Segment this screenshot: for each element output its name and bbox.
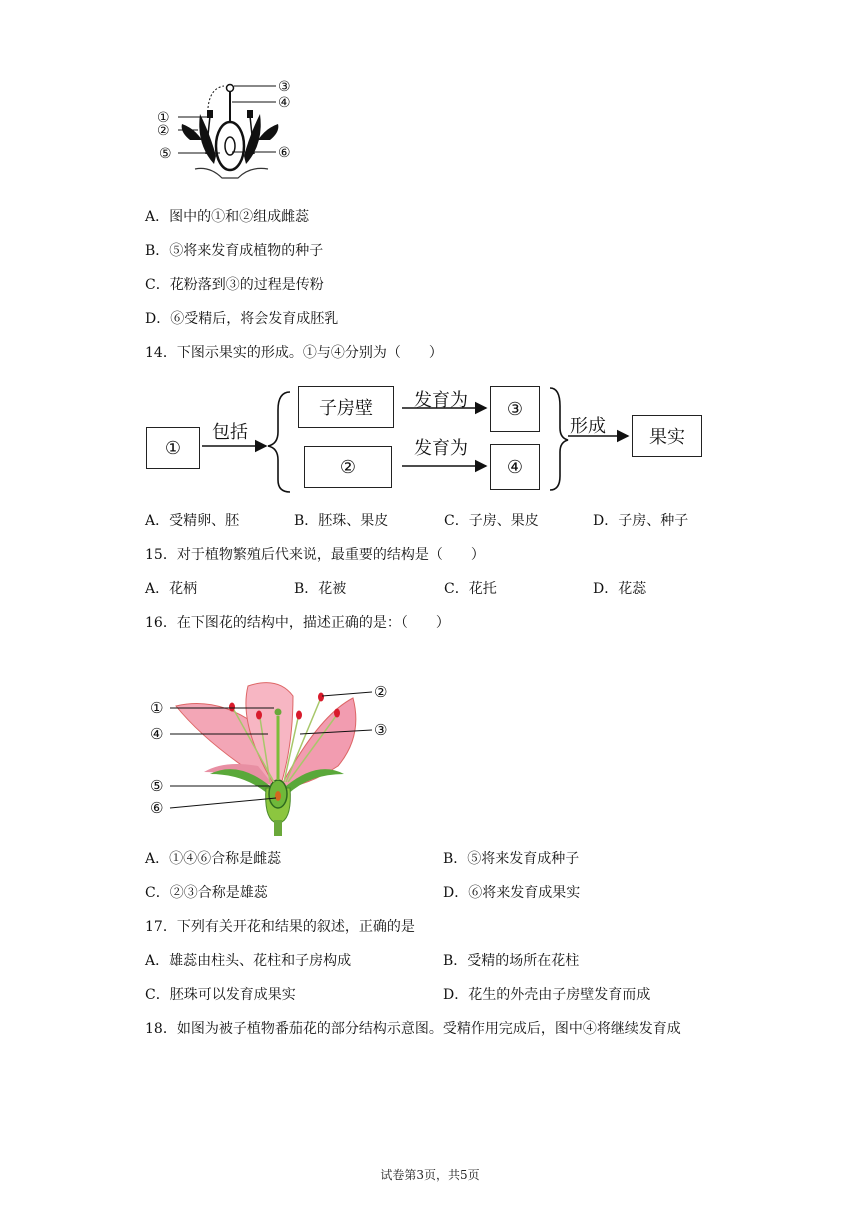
q17-stem: 17．下列有关开花和结果的叙述，正确的是 [145, 919, 415, 935]
q18-stem: 18．如图为被子植物番茄花的部分结构示意图。受精作用完成后，图中④将继续发育成 [145, 1021, 681, 1037]
q15-option-a: A．花柄 [145, 581, 198, 597]
page-footer: 试卷第3页，共5页 [380, 1168, 480, 1182]
figure-label-4: ④ [150, 725, 164, 743]
diagram-box-2: ② [304, 446, 392, 488]
fruit-formation-diagram [140, 380, 720, 498]
figure-label-6: ⑥ [150, 799, 164, 817]
q14-option-d: D．子房、种子 [593, 513, 689, 529]
figure-label-1: ① [157, 110, 170, 126]
develop-label-top: 发育为 [414, 390, 468, 411]
flower-structure-figure-q13 [150, 74, 310, 186]
include-label: 包括 [212, 422, 248, 443]
q13-option-c: C．花粉落到③的过程是传粉 [145, 277, 324, 293]
figure-label-4: ④ [278, 95, 291, 111]
form-label: 形成 [570, 416, 606, 437]
diagram-box-3: ③ [490, 386, 540, 432]
figure-label-2: ② [374, 683, 388, 701]
q16-option-c: C．②③合称是雄蕊 [145, 885, 268, 901]
q13-option-d: D．⑥受精后，将会发育成胚乳 [145, 311, 339, 327]
q15-option-c: C．花托 [444, 581, 497, 597]
q17-option-b: B．受精的场所在花柱 [443, 953, 580, 969]
diagram-box-4: ④ [490, 444, 540, 490]
q14-option-a: A．受精卵、胚 [145, 513, 240, 529]
figure-label-2: ② [157, 123, 170, 139]
figure-label-5: ⑤ [159, 146, 172, 162]
q16-option-a: A．①④⑥合称是雌蕊 [145, 851, 282, 867]
q14-option-c: C．子房、果皮 [444, 513, 539, 529]
q14-stem: 14．下图示果实的形成。①与④分别为（ ） [145, 345, 443, 361]
q15-stem: 15．对于植物繁殖后代来说，最重要的结构是（ ） [145, 547, 485, 563]
figure-label-3: ③ [374, 721, 388, 739]
q13-option-b: B．⑤将来发育成植物的种子 [145, 243, 324, 259]
fruit-box: 果实 [632, 415, 702, 457]
q16-stem: 16．在下图花的结构中，描述正确的是：（ ） [145, 615, 450, 631]
q17-option-c: C．胚珠可以发育成果实 [145, 987, 296, 1003]
q13-option-a: A．图中的①和②组成雌蕊 [145, 209, 310, 225]
figure-label-3: ③ [278, 79, 291, 95]
q17-option-a: A．雄蕊由柱头、花柱和子房构成 [145, 953, 352, 969]
develop-label-bottom: 发育为 [414, 438, 468, 459]
q15-option-b: B．花被 [294, 581, 347, 597]
figure-label-6: ⑥ [278, 145, 291, 161]
flower-structure-figure-q16 [148, 676, 398, 838]
diagram-box-1: ① [146, 427, 200, 469]
figure-label-5: ⑤ [150, 777, 164, 795]
q14-option-b: B．胚珠、果皮 [294, 513, 389, 529]
q15-option-d: D．花蕊 [593, 581, 647, 597]
ovary-wall-box: 子房壁 [298, 386, 394, 428]
figure-label-1: ① [150, 699, 164, 717]
q17-option-d: D．花生的外壳由子房壁发育而成 [443, 987, 651, 1003]
q16-option-b: B．⑤将来发育成种子 [443, 851, 580, 867]
q16-option-d: D．⑥将来发育成果实 [443, 885, 581, 901]
